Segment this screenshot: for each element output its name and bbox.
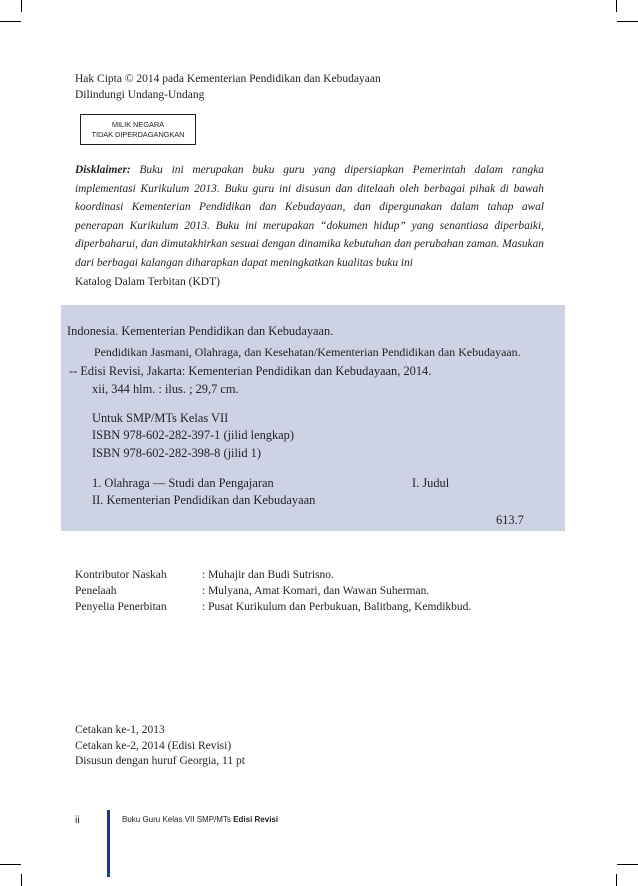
kdt-line: xii, 344 hlm. : ilus. ; 29,7 cm.: [92, 382, 239, 396]
kdt-classification: 613.7: [496, 513, 524, 527]
disclaimer-label: Disklaimer:: [75, 164, 131, 176]
contributor-row: [75, 599, 471, 615]
copyright-line: Hak Cipta © 2014 pada Kementerian Pendidikan dan Kebudayaan: [75, 73, 381, 85]
page-number: ii: [75, 814, 80, 826]
contributor-value: : Muhajir dan Budi Sutrisno.: [202, 569, 334, 581]
kdt-line: Untuk SMP/MTs Kelas VII: [92, 411, 229, 425]
disclaimer-text: Buku ini merupakan buku guru yang dipersiapkan Pemerintah dalam rangka implementasi Kurikulum 2013. Buku guru ini disusun dan ditelaah oleh berbagai pihak di bawah koordinasi Kementerian Pendidikan dan Kebudayaan, dan dipergunakan dalam tahap awal penerapan Kurikulum 2013. Buku ini merupakan “dokumen hidup” yang senantiasa diperbaiki, diperbaharui, dan dimutakhirkan sesuai dengan dinamika kebutuhan dan perubahan zaman. Masukan dari berbagai kalangan diharapkan dapat meningkatkan kualitas buku ini: [75, 164, 544, 269]
typeface-line: Disusun dengan huruf Georgia, 11 pt: [75, 755, 245, 767]
stamp-line-2: TIDAK DIPERDAGANGKAN: [91, 130, 185, 139]
crop-mark: [616, 0, 617, 12]
state-property-stamp: [80, 114, 196, 145]
contributor-value: : Mulyana, Amat Komari, dan Wawan Suherman.: [202, 585, 430, 597]
kdt-line: Pendidikan Jasmani, Olahraga, dan Kesehatan/Kementerian Pendidikan dan Kebudayaan.: [94, 345, 521, 359]
edition-line: Cetakan ke-1, 2013: [75, 724, 165, 736]
contributor-row: [75, 583, 471, 599]
crop-mark: [0, 864, 21, 865]
crop-mark: [21, 0, 22, 12]
kdt-subject: 1. Olahraga — Studi dan Pengajaran: [92, 476, 274, 490]
crop-mark: [0, 21, 21, 22]
footer-book-title: Buku Guru Kelas VII SMP/MTs: [122, 815, 231, 824]
kdt-title-entry: I. Judul: [412, 476, 450, 490]
crop-mark: [617, 21, 638, 22]
contributor-value: : Pusat Kurikulum dan Perbukuan, Balitbang, Kemdikbud.: [202, 601, 472, 613]
kdt-line: -- Edisi Revisi, Jakarta: Kementerian Pendidikan dan Kebudayaan, 2014.: [69, 364, 432, 378]
kdt-line: ISBN 978-602-282-398-8 (jilid 1): [92, 446, 261, 460]
contributor-label: Kontributor Naskah: [75, 569, 167, 581]
catalog-heading: Katalog Dalam Terbitan (KDT): [75, 276, 220, 288]
contributors: [75, 567, 471, 615]
kdt-line: Indonesia. Kementerian Pendidikan dan Kebudayaan.: [67, 324, 334, 338]
footer-edition-label: Edisi Revisi: [233, 815, 279, 824]
contributor-row: [75, 567, 471, 583]
crop-mark: [616, 874, 617, 886]
kdt-line: II. Kementerian Pendidikan dan Kebudayaan: [92, 493, 316, 507]
contributor-label: Penyelia Penerbitan: [75, 601, 167, 613]
contributor-label: Penelaah: [75, 585, 117, 597]
disclaimer: [75, 161, 544, 273]
footer-accent-bar: [107, 810, 110, 877]
protection-line: Dilindungi Undang-Undang: [75, 89, 205, 101]
running-footer: [122, 815, 278, 824]
copyright-notice: [75, 71, 381, 103]
stamp-line-1: MILIK NEGARA: [111, 120, 165, 129]
kdt-line: ISBN 978-602-282-397-1 (jilid lengkap): [92, 428, 295, 442]
edition-line: Cetakan ke-2, 2014 (Edisi Revisi): [75, 739, 232, 752]
kdt-box: [61, 305, 565, 531]
edition-info: [75, 723, 245, 770]
crop-mark: [617, 864, 638, 865]
crop-mark: [21, 874, 22, 886]
